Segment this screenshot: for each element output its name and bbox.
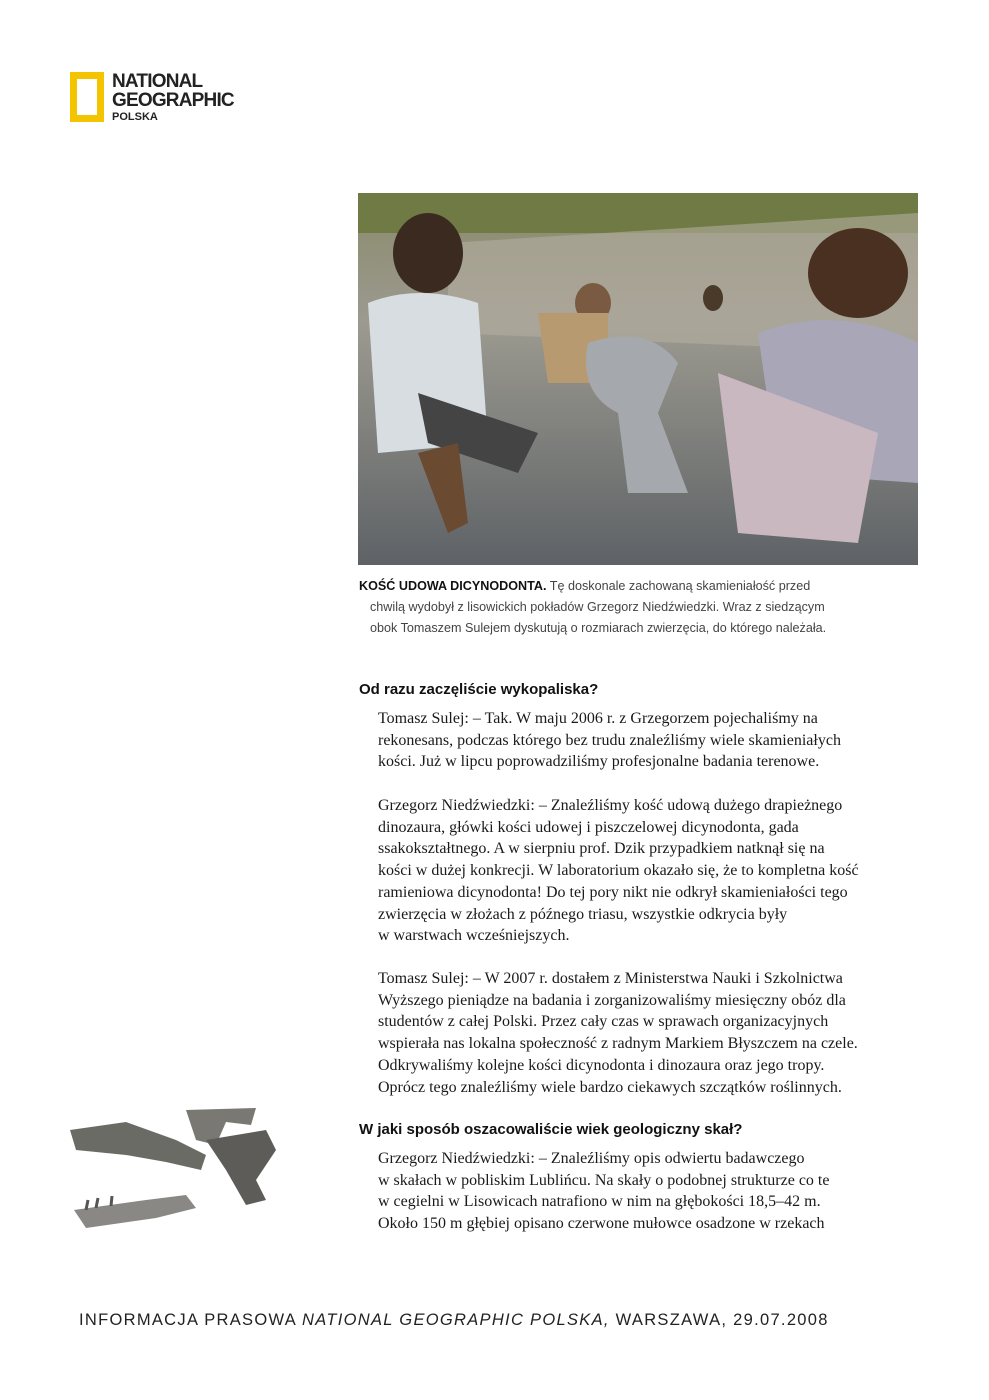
text-line: Grzegorz Niedźwiedzki: – Znaleźliśmy kość udową dużego drapieżnego — [378, 797, 843, 814]
text-line: Tomasz Sulej: – W 2007 r. dostałem z Ministerstwa Nauki i Szkolnictwa — [378, 970, 843, 987]
text-line: kości. Już w lipcu poprowadziliśmy profesjonalne badania terenowe. — [378, 753, 820, 771]
text-line: rekonesans, podczas którego bez trudu znaleźliśmy wiele skamieniałych — [378, 731, 841, 749]
caption-line: chwilą wydobył z lisowickich pokładów Grzegorz Niedźwiedzki. Wraz z siedzącym — [370, 600, 825, 614]
text-line: studentów z całej Polski. Przez cały czas w sprawach organizacyjnych — [378, 1013, 829, 1031]
answer-paragraph — [378, 795, 859, 947]
footer-brand: NATIONAL GEOGRAPHIC POLSKA, — [302, 1311, 610, 1329]
text-line: zwierzęcia w złożach z późnego triasu, wszystkie odkrycia były — [378, 905, 788, 923]
question-heading-2: W jaki sposób oszacowaliście wiek geologiczny skał? — [359, 1121, 743, 1138]
caption-title: KOŚĆ UDOWA DICYNODONTA. — [359, 579, 547, 593]
text-line: w cegielni w Lisowicach natrafiono w nim na głębokości 18,5–42 m. — [378, 1193, 821, 1211]
answer-paragraph — [378, 968, 858, 1098]
logo-line3: POLSKA — [112, 111, 158, 123]
photo-caption — [359, 576, 929, 639]
question-heading-1: Od razu zaczęliście wykopaliska? — [359, 681, 599, 698]
text-line: w skałach w pobliskim Lublińcu. Na skały o podobnej strukturze co te — [378, 1171, 830, 1189]
press-release-footer — [79, 1311, 829, 1330]
logo-line1: NATIONAL — [112, 71, 203, 92]
text-line: dinozaura, główki kości udowej i piszczelowej dicynodonta, gada — [378, 818, 799, 836]
text-line: ssakokształtnego. A w sierpniu prof. Dzik przypadkiem natknął się na — [378, 840, 825, 858]
text-line: Oprócz tego znaleźliśmy wiele bardzo ciekawych szczątków roślinnych. — [378, 1078, 842, 1096]
text-line: Grzegorz Niedźwiedzki: – Znaleźliśmy opis odwiertu badawczego — [378, 1150, 805, 1167]
text-line: Wyższego pieniądze na badania i zorganizowaliśmy miesięczny obóz dla — [378, 991, 846, 1009]
text-line: Odkrywaliśmy kolejne kości dicynodonta i dinozaura oraz jego tropy. — [378, 1056, 825, 1074]
answer-paragraph — [378, 1148, 829, 1235]
excavation-photo — [358, 193, 918, 565]
footer-prefix: INFORMACJA PRASOWA — [79, 1311, 303, 1329]
national-geographic-logo — [70, 72, 234, 124]
text-line: Około 150 m głębiej opisano czerwone mułowce osadzone w rzekach — [378, 1215, 825, 1233]
caption-line: obok Tomaszem Sulejem dyskutują o rozmiarach zwierzęcia, do którego należała. — [370, 621, 827, 635]
fossil-jaw-image — [66, 1100, 286, 1240]
caption-line: Tę doskonale zachowaną skamieniałość przed — [549, 579, 811, 593]
text-line: ramieniowa dicynodonta! Do tej pory nikt nie odkrył skamieniałości tego — [378, 883, 848, 901]
logo-line2: GEOGRAPHIC — [112, 90, 234, 111]
text-line: wspierała nas lokalna społeczność z radnym Markiem Błyszczem na czele. — [378, 1035, 858, 1053]
text-line: w warstwach wcześniejszych. — [378, 927, 570, 945]
text-line: kości w dużej konkrecji. W laboratorium okazało się, że to kompletna kość — [378, 862, 859, 880]
yellow-border-icon — [70, 72, 104, 122]
footer-place-date: WARSZAWA, 29.07.2008 — [609, 1311, 829, 1329]
text-line: Tomasz Sulej: – Tak. W maju 2006 r. z Grzegorzem pojechaliśmy na — [378, 710, 818, 727]
answer-paragraph — [378, 708, 841, 773]
